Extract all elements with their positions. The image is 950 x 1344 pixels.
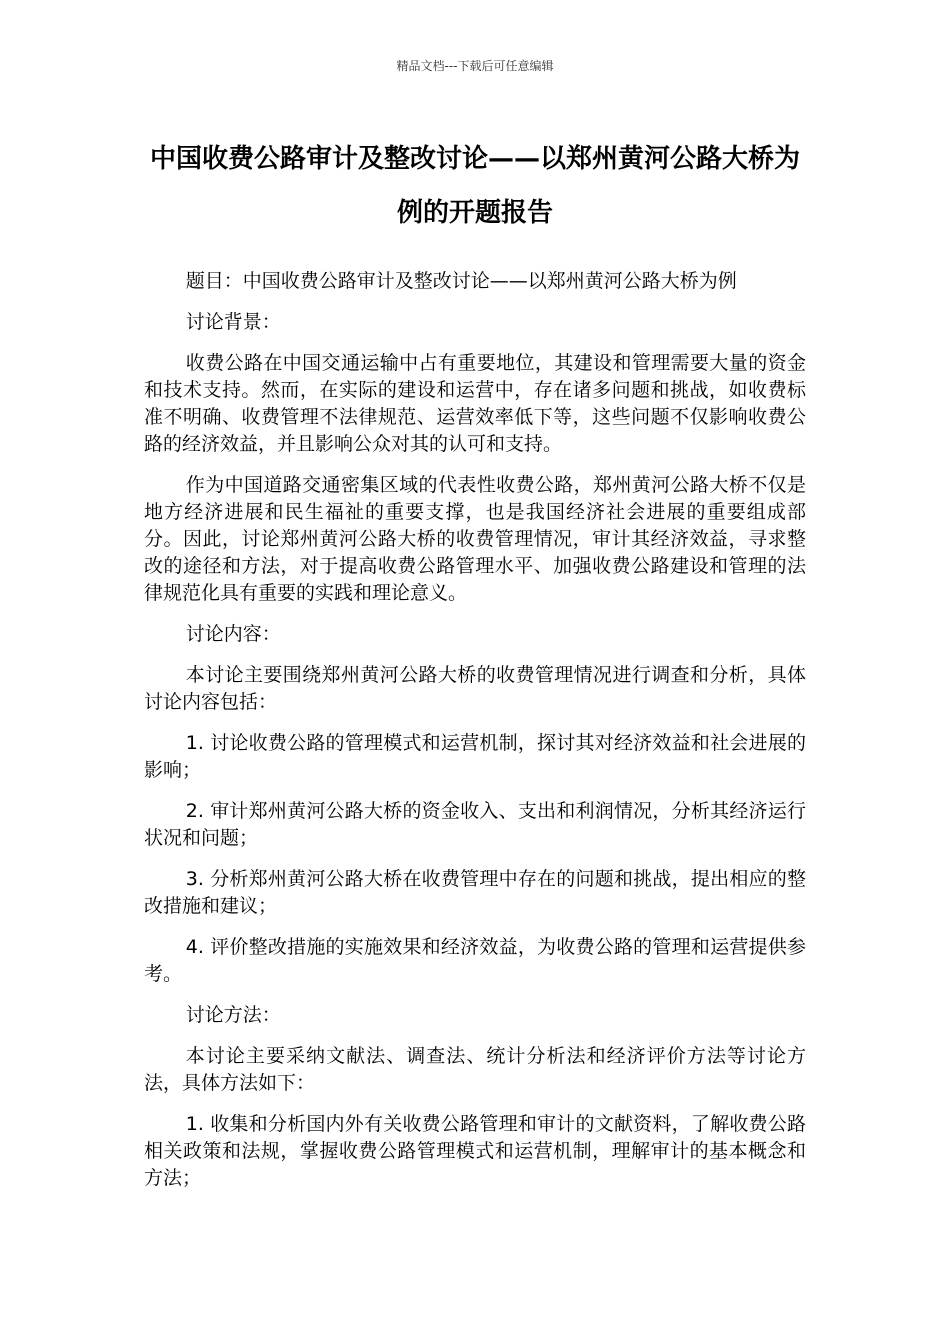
page-header: 精品文档---下载后可任意编辑 bbox=[396, 59, 554, 73]
list-item-content-4: 4. 评价整改措施的实施效果和经济效益，为收费公路的管理和运营提供参考。 bbox=[144, 936, 806, 985]
document-title: 中国收费公路审计及整改讨论——以郑州黄河公路大桥为例的开题报告 bbox=[149, 144, 800, 228]
paragraph-background-2: 作为中国道路交通密集区域的代表性收费公路，郑州黄河公路大桥不仅是地方经济进展和民生福祉的重要支撑，也是我国经济社会进展的重要组成部分。因此，讨论郑州黄河公路大桥的收费管理情况，审计其经济效益，寻求整改的途径和方法，对于提高收费公路管理水平、加强收费公路建设和管理的法律规范化具有重要的实践和理论意义。 bbox=[144, 474, 806, 604]
list-item-method-1: 1. 收集和分析国内外有关收费公路管理和审计的文献资料，了解收费公路相关政策和法规，掌握收费公路管理模式和运营机制，理解审计的基本概念和方法； bbox=[144, 1113, 806, 1189]
list-item-content-2: 2. 审计郑州黄河公路大桥的资金收入、支出和利润情况，分析其经济运行状况和问题； bbox=[144, 800, 806, 849]
paragraph-background-1: 收费公路在中国交通运输中占有重要地位，其建设和管理需要大量的资金和技术支持。然而，在实际的建设和运营中，存在诸多问题和挑战，如收费标准不明确、收费管理不法律规范、运营效率低下等，这些问题不仅影响收费公路的经济效益，并且影响公众对其的认可和支持。 bbox=[144, 352, 806, 455]
list-item-content-3: 3. 分析郑州黄河公路大桥在收费管理中存在的问题和挑战，提出相应的整改措施和建议； bbox=[144, 868, 806, 917]
document-body bbox=[144, 268, 806, 1206]
section-heading-method: 讨论方法： bbox=[185, 1004, 281, 1026]
section-heading-background: 讨论背景： bbox=[185, 311, 281, 333]
paragraph-method-intro: 本讨论主要采纳文献法、调查法、统计分析法和经济评价方法等讨论方法，具体方法如下： bbox=[144, 1045, 806, 1094]
list-item-content-1: 1. 讨论收费公路的管理模式和运营机制，探讨其对经济效益和社会进展的影响； bbox=[144, 732, 806, 781]
paragraph-content-intro: 本讨论主要围绕郑州黄河公路大桥的收费管理情况进行调查和分析，具体讨论内容包括： bbox=[144, 664, 806, 713]
section-heading-content: 讨论内容： bbox=[185, 623, 281, 645]
paragraph-topic: 题目：中国收费公路审计及整改讨论——以郑州黄河公路大桥为例 bbox=[185, 270, 737, 292]
